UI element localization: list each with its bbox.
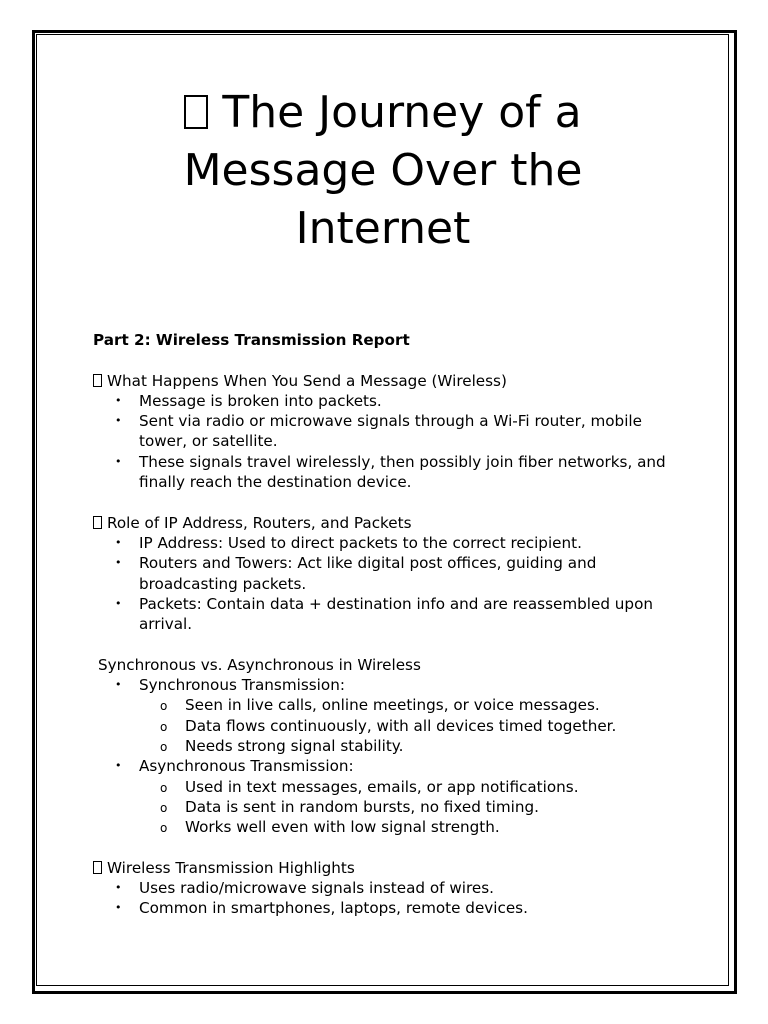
section-heading: What Happens When You Send a Message (Wireless): [93, 371, 693, 391]
document-title: [100, 84, 666, 258]
list-item: • Sent via radio or microwave signals through a Wi-Fi router, mobile tower, or satellite.: [115, 412, 642, 451]
missing-glyph-icon: [93, 516, 102, 529]
list-item: • These signals travel wirelessly, then possibly join fiber networks, and finally reach the destination device.: [115, 452, 666, 492]
section-heading: Synchronous vs. Asynchronous in Wireless: [98, 655, 421, 674]
circle-bullet-icon: o: [160, 821, 168, 836]
bullet-icon: •: [115, 414, 122, 428]
bullet-list: [93, 878, 693, 919]
circle-bullet-icon: o: [160, 739, 168, 754]
list-item: • Message is broken into packets.: [115, 391, 382, 410]
sub-list-item: o Works well even with low signal strength.: [185, 817, 693, 837]
bullet-list: [93, 533, 693, 634]
sub-list-item: o Data is sent in random bursts, no fixed timing.: [185, 797, 693, 817]
list-item: • Routers and Towers: Act like digital post offices, guiding and broadcasting packets.: [115, 554, 597, 593]
bullet-icon: •: [115, 881, 122, 895]
list-item: • IP Address: Used to direct packets to the correct recipient.: [115, 533, 582, 552]
bullet-icon: •: [115, 454, 122, 468]
circle-bullet-icon: o: [160, 719, 168, 734]
list-item: • Uses radio/microwave signals instead of wires.: [115, 879, 494, 898]
list-item: • Synchronous Transmission: o Seen in live calls, online meetings, or voice messages. o Data flows continuously, with all devices timed together. o Needs strong signal stability.: [139, 675, 693, 756]
sub-list: [139, 777, 693, 838]
sub-list: [139, 695, 693, 756]
sub-list-item: o Used in text messages, emails, or app notifications.: [185, 777, 693, 797]
missing-glyph-icon: [93, 861, 102, 874]
document-title-text: The Journey of a Message Over the Internet: [183, 87, 583, 254]
bullet-icon: •: [115, 678, 122, 692]
sub-list-item: o Needs strong signal stability.: [185, 736, 693, 756]
bullet-icon: •: [115, 393, 122, 407]
bullet-list: [93, 391, 693, 492]
missing-glyph-icon: [184, 95, 208, 129]
circle-bullet-icon: o: [160, 800, 168, 815]
list-item: • Packets: Contain data + destination info and are reassembled upon arrival.: [115, 594, 653, 634]
bullet-icon: •: [115, 901, 122, 915]
list-item: • Asynchronous Transmission: o Used in text messages, emails, or app notifications. o Data is sent in random bursts, no fixed timing. o Works well even with low signal strength.: [139, 756, 693, 837]
bullet-icon: •: [115, 556, 122, 570]
bullet-list: [93, 675, 693, 837]
section-heading: Wireless Transmission Highlights: [93, 858, 693, 878]
sub-list-item: o Seen in live calls, online meetings, or voice messages.: [185, 695, 693, 715]
section-heading: Role of IP Address, Routers, and Packets: [93, 513, 693, 533]
sub-list-item: o Data flows continuously, with all devices timed together.: [185, 716, 693, 736]
bullet-icon: •: [115, 596, 122, 610]
circle-bullet-icon: o: [160, 780, 168, 795]
bullet-icon: •: [115, 759, 122, 773]
list-item: • Common in smartphones, laptops, remote devices.: [115, 899, 528, 918]
missing-glyph-icon: [93, 374, 102, 387]
document-body: [93, 330, 693, 939]
circle-bullet-icon: o: [160, 699, 168, 714]
part-heading: Part 2: Wireless Transmission Report: [93, 331, 410, 349]
bullet-icon: •: [115, 535, 122, 549]
